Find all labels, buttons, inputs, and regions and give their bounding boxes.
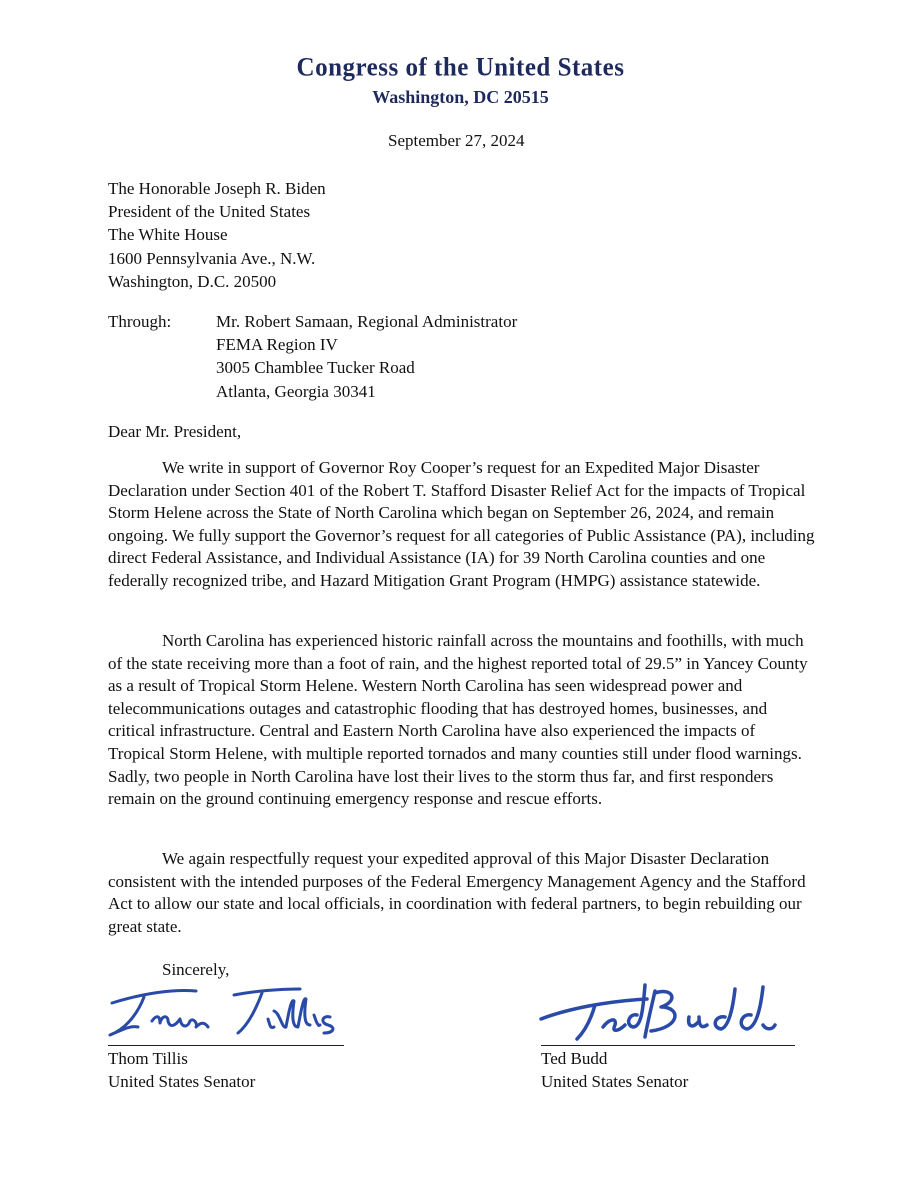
signer-block-budd <box>541 1047 688 1093</box>
letter-date: September 27, 2024 <box>388 131 525 150</box>
signer-title: United States Senator <box>541 1072 689 1092</box>
through-address <box>216 310 517 403</box>
through-line: Mr. Robert Samaan, Regional Administrator <box>216 312 518 331</box>
signature-line <box>108 1045 344 1046</box>
body-paragraph-3 <box>108 848 816 938</box>
recipient-line: Washington, D.C. 20500 <box>108 271 277 291</box>
signature-line <box>541 1045 795 1046</box>
recipient-line: The White House <box>108 225 228 245</box>
closing: Sincerely, <box>162 960 230 979</box>
recipient-line: The Honorable Joseph R. Biden <box>108 179 326 198</box>
paragraph-text: We again respectfully request your expedited approval of this Major Disaster Declaration consistent with the intended purposes of the Federal Emergency Management Agency and the Stafford Act to allow our state and local officials, in coordination with federal partners, to begin rebuilding our great state. <box>108 849 806 936</box>
recipient-address <box>108 177 326 293</box>
signature-thom-tillis <box>104 985 354 1047</box>
through-line: Atlanta, Georgia 30341 <box>216 381 376 401</box>
signature-ted-budd <box>537 975 777 1047</box>
signer-title: United States Senator <box>108 1072 256 1092</box>
recipient-line: President of the United States <box>108 202 311 222</box>
through-line: FEMA Region IV <box>216 335 338 355</box>
letterhead-subtitle: Washington, DC 20515 <box>372 87 549 107</box>
body-paragraph-2 <box>108 630 816 811</box>
body-paragraph-1 <box>108 457 816 593</box>
through-line: 3005 Chamblee Tucker Road <box>216 358 415 378</box>
paragraph-text: We write in support of Governor Roy Cooper’s request for an Expedited Major Disaster Declaration under Section 401 of the Robert T. Stafford Disaster Relief Act for the impacts of Tropical Storm Helene across the State of North Carolina which began on September 26, 2024, and remain ongoing. We fully support the Governor’s request for all categories of Public Assistance (PA), including direct Federal Assistance, and Individual Assistance (IA) for 39 North Carolina counties and one federally recognized tribe, and Hazard Mitigation Grant Program (HMPG) assistance statewide. <box>108 458 815 590</box>
salutation: Dear Mr. President, <box>108 422 242 441</box>
through-label: Through: <box>108 312 172 331</box>
signer-name: Ted Budd <box>541 1049 608 1068</box>
recipient-line: 1600 Pennsylvania Ave., N.W. <box>108 248 316 268</box>
paragraph-text: North Carolina has experienced historic rainfall across the mountains and foothills, with much of the state receiving more than a foot of rain, and the highest reported total of 29.5” in Yancey County as a result of Tropical Storm Helene. Western North Carolina has seen widespread power and telecommunications outages and catastrophic flooding that has destroyed homes, businesses, and critical infrastructure. Central and Eastern North Carolina have also experienced the impacts of Tropical Storm Helene, with multiple reported tornados and many counties still under flood warnings. Sadly, two people in North Carolina have lost their lives to the storm thus far, and first responders remain on the ground continuing emergency response and rescue efforts. <box>108 631 808 809</box>
signer-block-tillis <box>108 1047 255 1093</box>
letterhead-title: Congress of the United States <box>296 53 625 82</box>
signer-name: Thom Tillis <box>108 1049 188 1068</box>
